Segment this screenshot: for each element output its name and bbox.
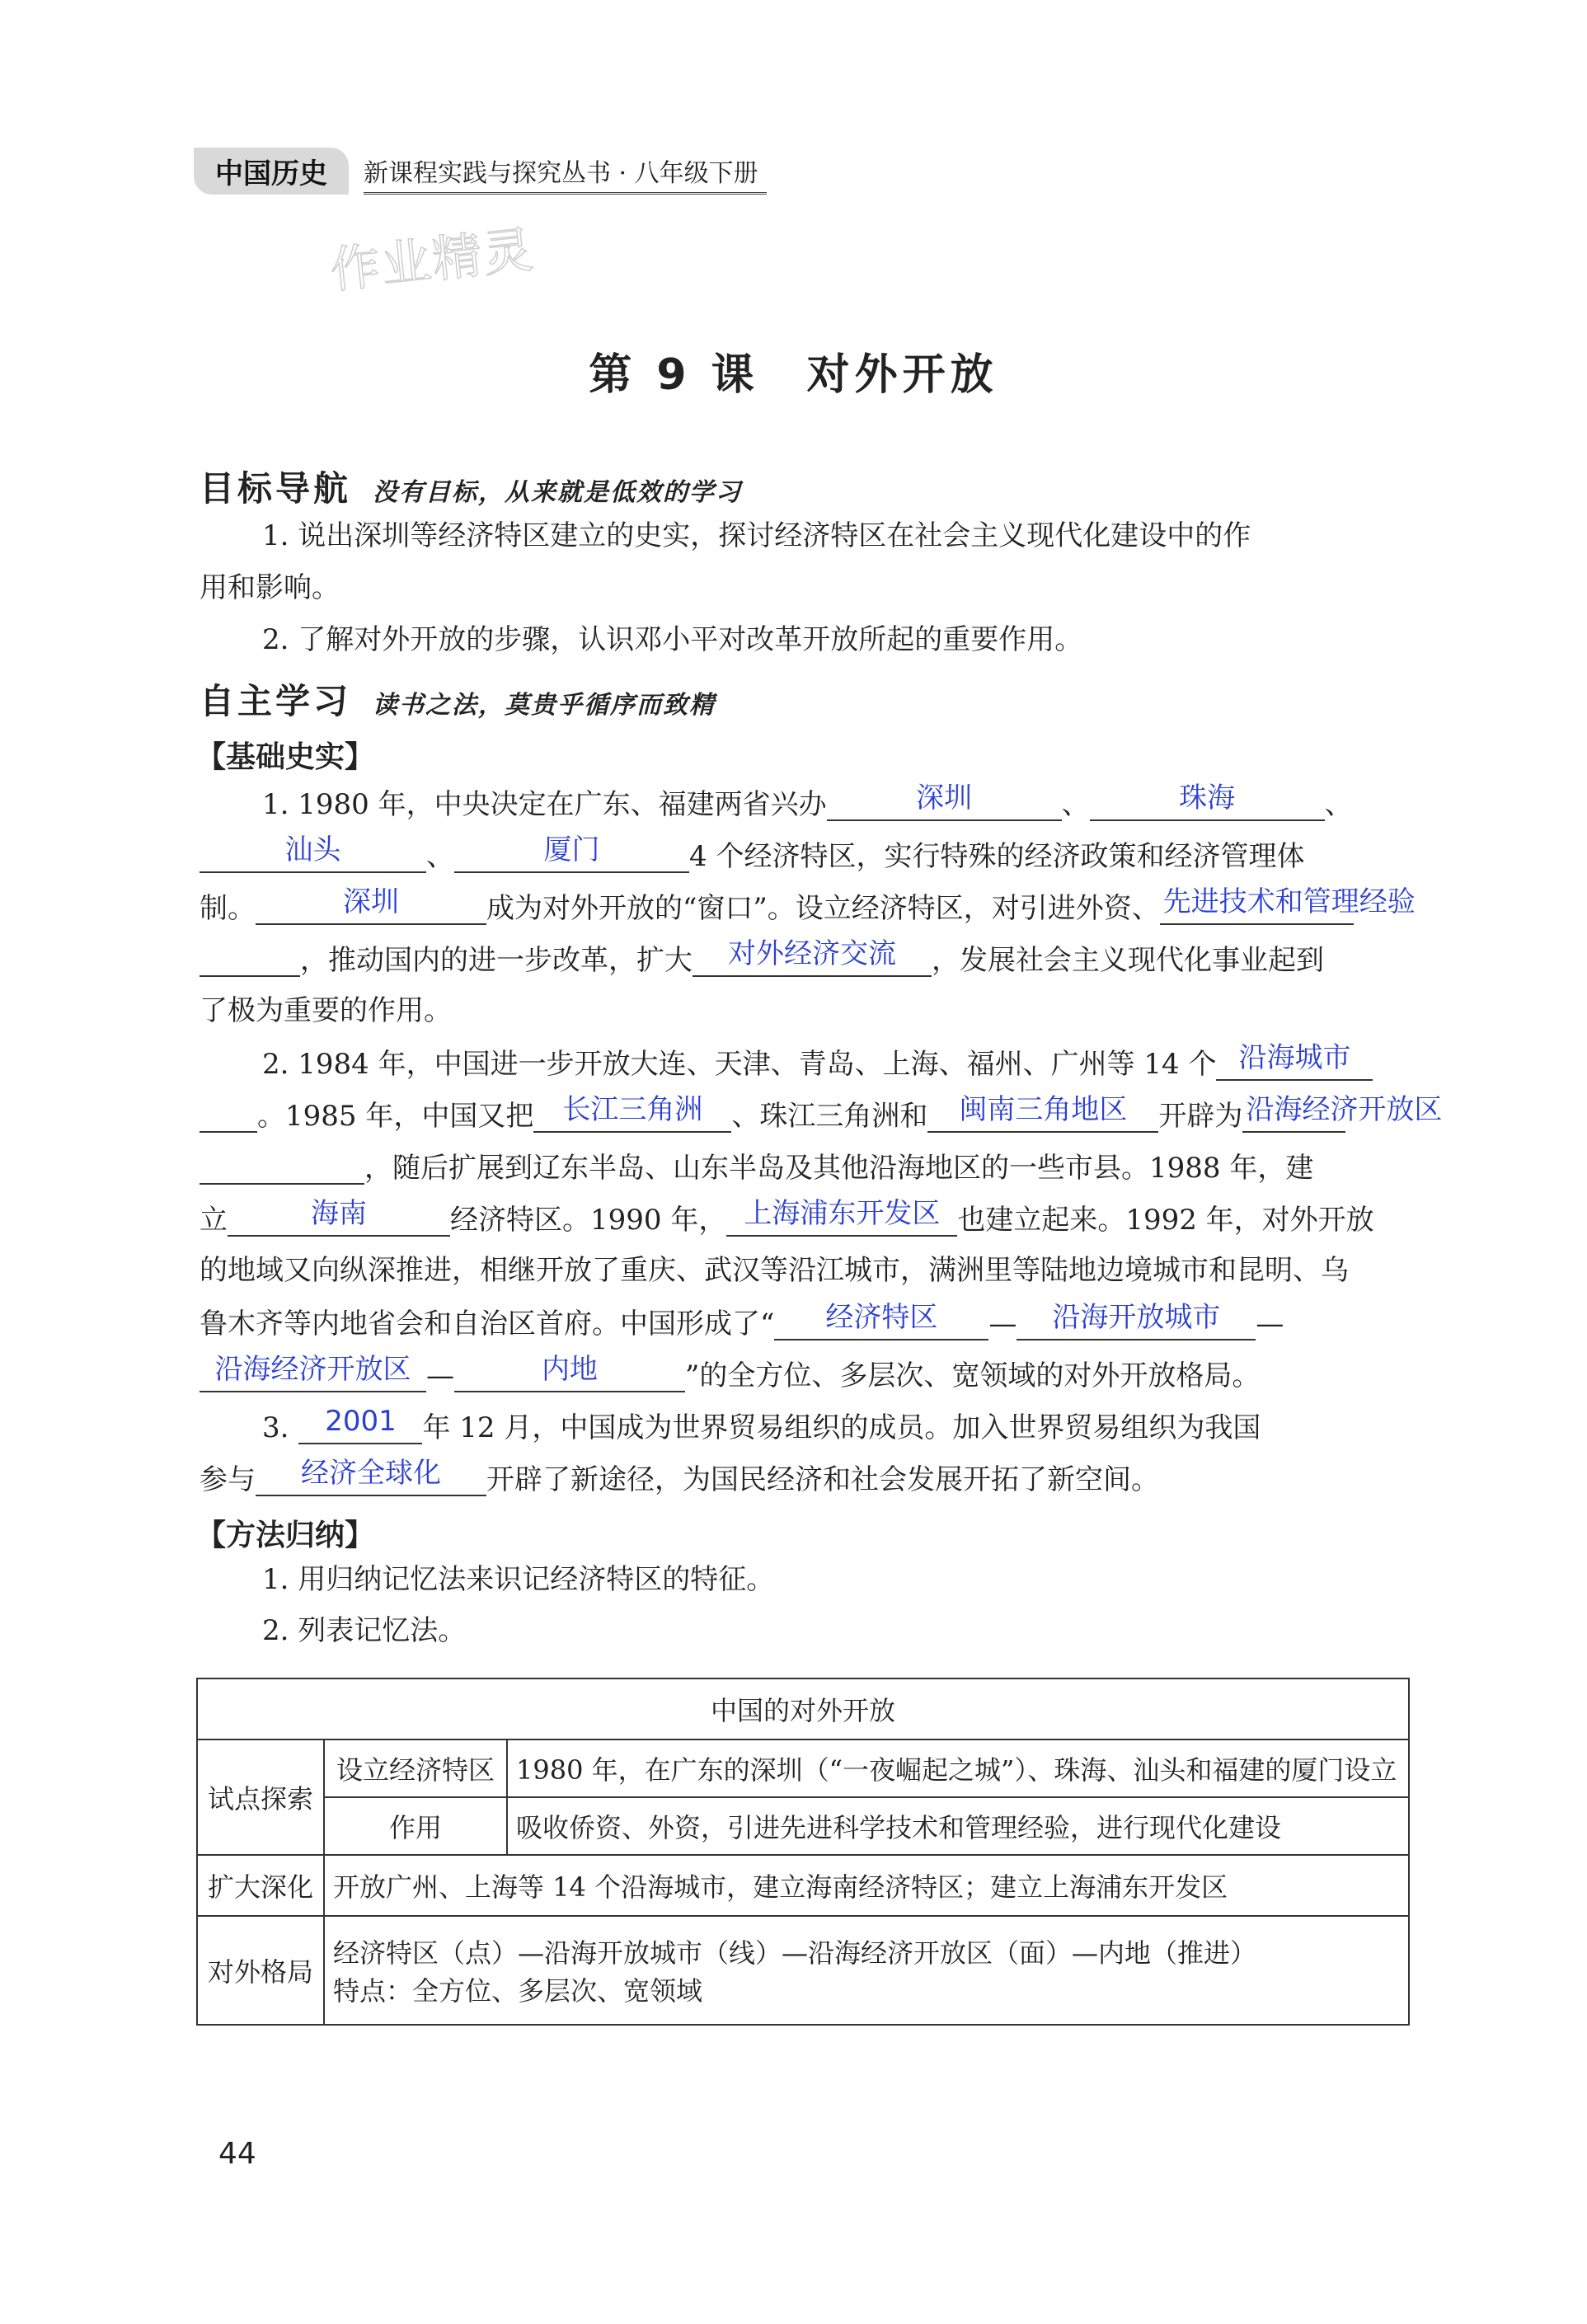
q1-text: 4 个经济特区，实行特殊的经济政策和经济管理体: [689, 840, 1305, 873]
q2-text: 2. 1984 年，中国进一步开放大连、天津、青岛、上海、福州、广州等 14 个: [262, 1048, 1217, 1081]
q3-text: 年 12 月，中国成为世界贸易组织的成员。加入世界贸易组织为我国: [422, 1411, 1261, 1444]
answer-blank: [228, 1197, 450, 1237]
goals-heading: 目标导航: [200, 468, 352, 509]
answer-blank-continued: [200, 942, 300, 977]
answer-blank: [827, 782, 1062, 821]
q2-text: ，随后扩展到辽东半岛、山东半岛及其他沿海地区的一些市县。1988 年，建: [364, 1152, 1314, 1185]
answer-text: 珠海: [1179, 782, 1236, 815]
q2-text: 鲁木齐等内地省会和自治区首府。中国形成了“: [200, 1308, 775, 1340]
answer-text: 厦门: [543, 833, 600, 866]
q2-line-1: [262, 1041, 1373, 1081]
answer-blank-continued: [200, 1098, 257, 1133]
lesson-title: 第 9 课 对外开放: [589, 350, 998, 400]
answer-text: 深圳: [343, 885, 399, 918]
q2-text: 开辟为: [1158, 1100, 1243, 1133]
methods-heading: 【方法归纳】: [196, 1519, 375, 1552]
watermark: 作业精灵: [327, 221, 538, 300]
dash: —: [426, 1359, 454, 1392]
answer-text: 沿海经济开放区: [1246, 1093, 1443, 1126]
dash: —: [988, 1308, 1017, 1340]
row-content-line: 经济特区（点）—沿海开放城市（线）—沿海经济开放区（面）—内地（推进）: [333, 1937, 1257, 1969]
answer-text: 汕头: [284, 833, 341, 866]
series-title: 新课程实践与探究丛书 · 八年级下册: [364, 153, 767, 195]
dash: —: [1256, 1308, 1284, 1340]
q1-line-3: [200, 885, 1416, 925]
answer-blank: [256, 885, 486, 925]
answer-text: 对外经济交流: [728, 937, 896, 970]
goal-item-1-line-2: 用和影响。: [200, 571, 340, 604]
answer-text: 经济全球化: [301, 1457, 441, 1490]
answer-blank: [200, 833, 426, 873]
row-content: 开放广州、上海等 14 个沿海城市，建立海南经济特区；建立上海浦东开发区: [324, 1855, 1409, 1916]
answer-blank: [927, 1093, 1158, 1133]
answer-text: 深圳: [916, 782, 973, 815]
row-label: 对外格局: [197, 1916, 324, 2025]
table-caption: 中国的对外开放: [197, 1678, 1409, 1739]
row-sublabel: 设立经济特区: [324, 1739, 507, 1797]
answer-blank: [200, 1353, 426, 1392]
row-label: 试点探索: [197, 1739, 324, 1855]
answer-blank: [533, 1093, 731, 1133]
q2-text: 经济特区。1990 年，: [450, 1204, 727, 1237]
q3-text: 开辟了新途径，为国民经济和社会发展开拓了新空间。: [486, 1463, 1159, 1496]
q2-text: ”的全方位、多层次、宽领域的对外开放格局。: [685, 1359, 1261, 1392]
answer-blank: [454, 833, 689, 873]
method-item-2: 2. 列表记忆法。: [262, 1614, 467, 1647]
q3-text: 参与: [200, 1463, 256, 1496]
answer-text: 沿海开放城市: [1052, 1301, 1221, 1334]
q1-line-5: 了极为重要的作用。: [200, 994, 452, 1027]
q2-line-4: [200, 1197, 1374, 1237]
answer-text: 长江三角洲: [562, 1093, 703, 1126]
answer-text: 先进技术和管理经验: [1162, 885, 1416, 918]
q2-line-5: 的地域又向纵深推进，相继开放了重庆、武汉等沿江城市，满洲里等陆地边境城市和昆明、乌: [200, 1254, 1349, 1287]
goal-item-1-line-1: 1. 说出深圳等经济特区建立的史实，探讨经济特区在社会主义现代化建设中的作: [262, 519, 1251, 552]
answer-blank: [298, 1405, 422, 1444]
q1-text: 成为对外开放的“窗口”。设立经济特区，对引进外资、: [486, 892, 1160, 925]
separator: 、: [1324, 788, 1353, 821]
goals-motto: 没有目标，从来就是低效的学习: [373, 478, 743, 507]
q1-text: ，发展社会主义现代化事业起到: [932, 944, 1324, 977]
q3-line-2: [200, 1457, 1159, 1496]
self-study-heading: 自主学习: [200, 681, 352, 721]
answer-blank: [726, 1197, 957, 1237]
q2-text: 也建立起来。1992 年，对外开放: [957, 1204, 1374, 1237]
summary-table: [196, 1678, 1410, 2026]
page-header: [194, 153, 767, 195]
answer-text: 上海浦东开发区: [744, 1197, 941, 1230]
basics-heading: 【基础史实】: [196, 740, 375, 774]
answer-blank: [1017, 1301, 1256, 1340]
q2-line-6: [200, 1301, 1284, 1340]
q1-text: 制。: [200, 892, 256, 925]
q3-line-1: [262, 1405, 1261, 1444]
answer-blank: [1160, 885, 1416, 925]
row-content: 吸收侨资、外资，引进先进科学技术和管理经验，进行现代化建设: [507, 1797, 1409, 1855]
q2-line-2: [200, 1093, 1443, 1133]
row-content: [324, 1916, 1409, 2025]
row-content-line: 特点：全方位、多层次、宽领域: [333, 1975, 703, 2007]
answer-blank: [1242, 1093, 1443, 1133]
table-row: [197, 1916, 1409, 2025]
answer-text: 闽南三角地区: [959, 1093, 1128, 1126]
page-number: 44: [218, 2137, 256, 2171]
q2-text: 。1985 年，中国又把: [257, 1100, 534, 1133]
method-item-1: 1. 用归纳记忆法来识记经济特区的特征。: [262, 1563, 775, 1596]
q1-line-2: [200, 833, 1305, 873]
table-row: [197, 1855, 1409, 1916]
separator: 、: [1061, 788, 1090, 821]
goal-item-2: 2. 了解对外开放的步骤，认识邓小平对改革开放所起的重要作用。: [262, 623, 1083, 656]
answer-blank: [454, 1353, 685, 1392]
subject-tab: 中国历史: [194, 148, 349, 195]
q2-line-7: [200, 1353, 1261, 1392]
q2-text: 、珠江三角洲和: [731, 1100, 928, 1133]
row-sublabel: 作用: [324, 1797, 507, 1855]
self-study-motto: 读书之法，莫贵乎循序而致精: [373, 691, 716, 720]
table-row: [197, 1739, 1409, 1797]
answer-text: 内地: [542, 1353, 598, 1386]
answer-blank: [774, 1301, 988, 1340]
row-label: 扩大深化: [197, 1855, 324, 1916]
answer-text: 沿海经济开放区: [214, 1353, 411, 1386]
answer-text: 经济特区: [825, 1301, 938, 1334]
q3-text: 3.: [262, 1411, 289, 1444]
separator: 、: [426, 840, 454, 873]
answer-text: 沿海城市: [1238, 1041, 1351, 1074]
q1-line-4: [200, 937, 1324, 977]
answer-blank: [1216, 1041, 1373, 1081]
row-content: 1980 年，在广东的深圳（“一夜崛起之城”）、珠海、汕头和福建的厦门设立: [507, 1739, 1409, 1797]
goals-heading-row: [200, 462, 742, 511]
answer-blank-continued: [200, 1150, 364, 1185]
q2-line-3: [200, 1150, 1313, 1185]
answer-blank: [693, 937, 932, 977]
table-row: [197, 1797, 1409, 1855]
q1-text: 1. 1980 年，中央决定在广东、福建两省兴办: [262, 788, 827, 821]
q1-line-1: [262, 782, 1353, 821]
q1-text: ，推动国内的进一步改革，扩大: [300, 944, 693, 977]
answer-blank: [256, 1457, 486, 1496]
self-study-heading-row: [200, 674, 716, 724]
answer-text: 海南: [311, 1197, 367, 1230]
answer-text: 2001: [325, 1405, 397, 1438]
q2-text: 立: [200, 1204, 228, 1237]
answer-blank: [1090, 782, 1325, 821]
